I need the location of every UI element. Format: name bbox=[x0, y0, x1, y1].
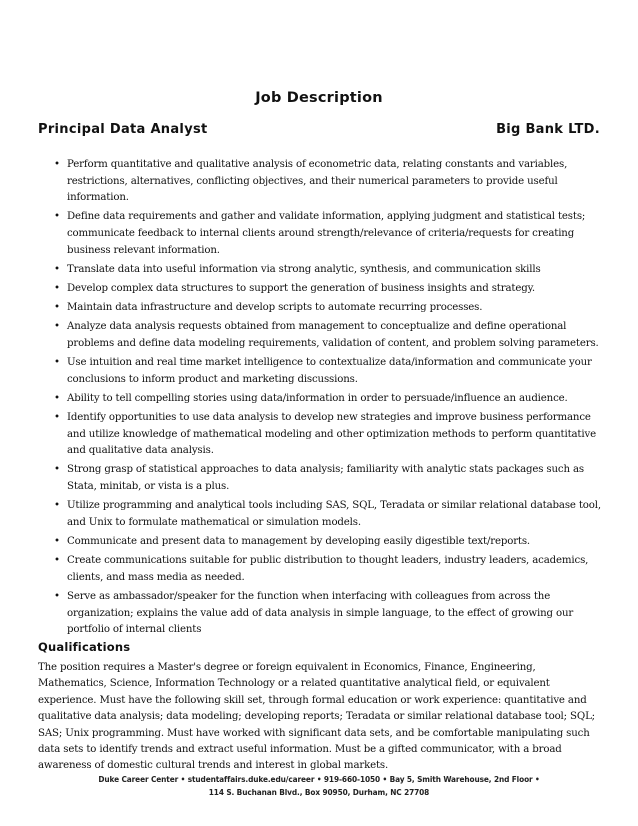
duty-list-item bbox=[54, 262, 604, 279]
bullet-icon: • bbox=[54, 464, 60, 476]
footer-line-2: 114 S. Buchanan Blvd., Box 90950, Durham, NC 27708 bbox=[208, 787, 430, 797]
duty-text: Maintain data infrastructure and develop scripts to automate recurring processes. bbox=[67, 302, 483, 314]
duty-list-item bbox=[54, 209, 604, 259]
duty-list-item bbox=[54, 553, 604, 586]
job-title: Principal Data Analyst bbox=[38, 122, 208, 137]
duty-list-item bbox=[54, 498, 604, 531]
duty-text: Analyze data analysis requests obtained from management to conceptualize and define operational problems and define data modeling requirements, validation of content, and problem solving parameters. bbox=[67, 321, 599, 349]
duty-text: Utilize programming and analytical tools including SAS, SQL, Teradata or similar relational database tool, and Unix to formulate mathematical or simulation models. bbox=[67, 500, 601, 528]
bullet-icon: • bbox=[54, 357, 60, 369]
bullet-icon: • bbox=[54, 590, 60, 602]
duty-text: Communicate and present data to management by developing easily digestible text/reports. bbox=[67, 536, 531, 547]
company-name: Big Bank LTD. bbox=[496, 122, 600, 137]
duty-text: Serve as ambassador/speaker for the function when interfacing with colleagues from across the organization; explains the value add of data analysis in simple language, to the effect of growing our portfolio of internal clients bbox=[67, 590, 574, 636]
bullet-icon: • bbox=[54, 536, 60, 547]
document-title: Job Description bbox=[255, 90, 383, 106]
duty-list-item bbox=[54, 391, 604, 408]
duty-list-item bbox=[54, 319, 604, 352]
duty-text: Strong grasp of statistical approaches to data analysis; familiarity with analytic stats packages such as Stata, minitab, or vista is a plus. bbox=[67, 464, 584, 493]
qualifications-text: The position requires a Master's degree or foreign equivalent in Economics, Finance, Engineering, Mathematics, Science, Information Technology or a related quantitative analytical field, or equivalent experience. Must have the following skill set, through formal education or work experience: quantitative and qualitative data analysis; data modeling; developing reports; Teradata or similar relational database tool; SQL; SAS; Unix programming. Must have worked with significant data sets, and be comfortable manipulating such data sets to identify trends and extract useful information. Must be a gifted communicator, with a broad awareness of domestic cultural trends and interest in global markets. bbox=[38, 662, 595, 772]
duty-text: Define data requirements and gather and validate information, applying judgment and statistical tests; communicate feedback to internal clients around strength/relevance of criteria/requests for creating business relevant information. bbox=[67, 211, 586, 256]
duty-list-item bbox=[54, 355, 604, 388]
duty-text: Perform quantitative and qualitative analysis of econometric data, relating constants and variables, restrictions, alternatives, conflicting objectives, and their numerical parameters to provide useful information. bbox=[67, 159, 568, 204]
bullet-icon: • bbox=[54, 211, 60, 223]
duty-list-item bbox=[54, 281, 604, 298]
duty-list-item bbox=[54, 534, 604, 551]
bullet-icon: • bbox=[54, 555, 60, 567]
duty-text: Use intuition and real time market intelligence to contextualize data/information and communicate your conclusions to inform product and marketing discussions. bbox=[67, 357, 592, 385]
bullet-icon: • bbox=[54, 302, 60, 314]
qualifications-heading: Qualifications bbox=[38, 640, 131, 654]
duty-list-item bbox=[54, 589, 604, 639]
duty-text: Translate data into useful information via strong analytic, synthesis, and communication skills bbox=[67, 263, 541, 275]
duty-text: Create communications suitable for public distribution to thought leaders, industry leaders, academics, clients, and mass media as needed. bbox=[67, 555, 589, 583]
bullet-icon: • bbox=[54, 412, 60, 424]
bullet-icon: • bbox=[54, 321, 60, 333]
bullet-icon: • bbox=[54, 159, 60, 170]
footer-line-1: Duke Career Center • studentaffairs.duke.edu/career • 919-660-1050 • Bay 5, Smith Warehouse, 2nd Floor • bbox=[98, 774, 540, 784]
bullet-icon: • bbox=[54, 282, 60, 294]
bullet-icon: • bbox=[54, 263, 60, 275]
duties-list bbox=[54, 157, 604, 641]
duty-list-item bbox=[54, 300, 604, 317]
duty-text: Develop complex data structures to support the generation of business insights and strategy. bbox=[67, 282, 535, 294]
footer bbox=[0, 773, 638, 799]
duty-list-item bbox=[54, 410, 604, 460]
duty-text: Ability to tell compelling stories using data/information in order to persuade/influence an audience. bbox=[67, 392, 568, 404]
duty-list-item bbox=[54, 462, 604, 495]
bullet-icon: • bbox=[54, 392, 60, 404]
bullet-icon: • bbox=[54, 500, 60, 512]
duty-text: Identify opportunities to use data analysis to develop new strategies and improve business performance and utilize knowledge of mathematical modeling and other optimization methods to perform quantitative and qualitative data analysis. bbox=[67, 412, 596, 457]
duty-list-item bbox=[54, 157, 604, 207]
